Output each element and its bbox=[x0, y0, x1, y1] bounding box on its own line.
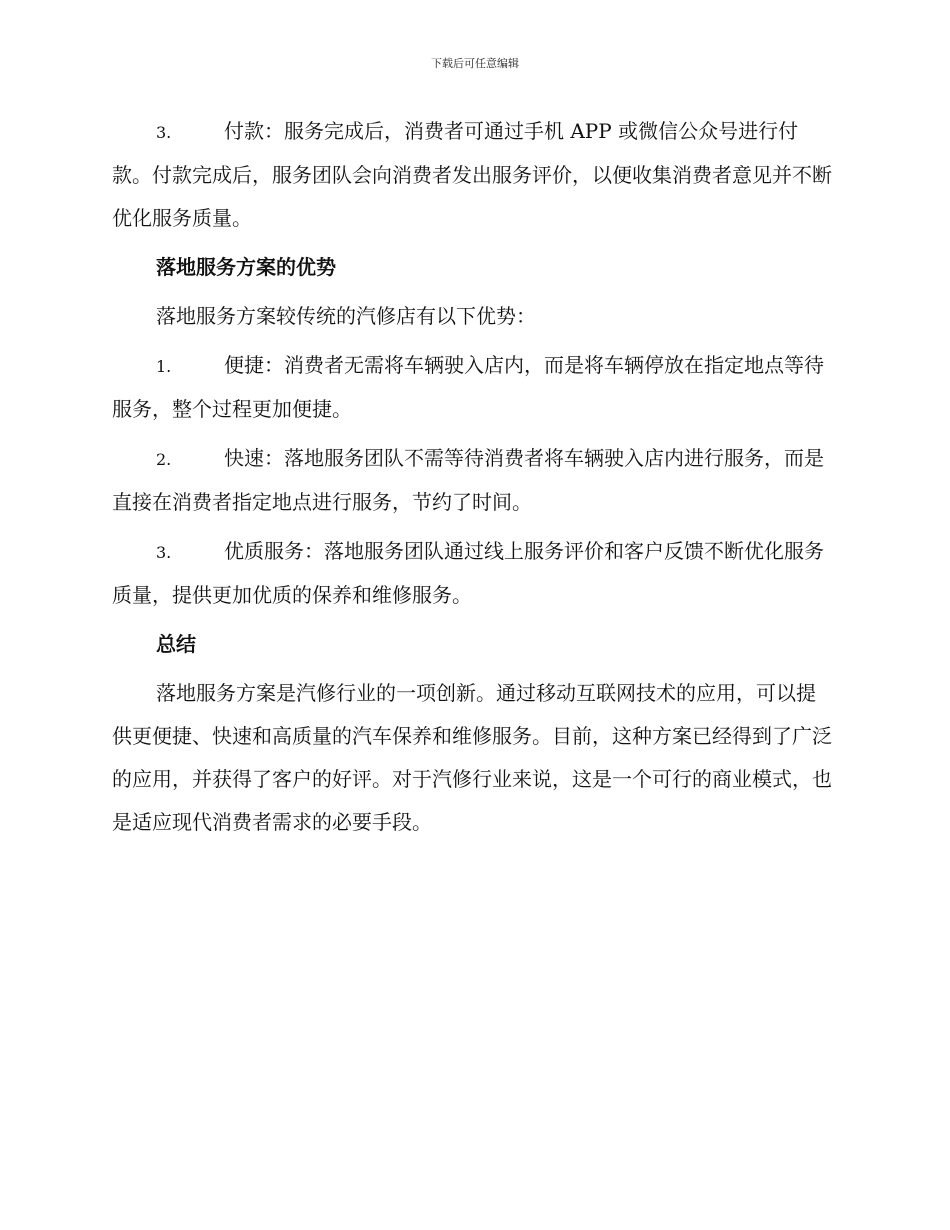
document-body bbox=[112, 110, 832, 850]
list-item-convenience bbox=[112, 344, 832, 431]
list-item-text: 付款：服务完成后，消费者可通过手机 APP 或微信公众号进行付款。付款完成后，服务团队会向消费者发出服务评价，以便收集消费者意见并不断优化服务质量。 bbox=[112, 119, 832, 230]
list-item-text: 优质服务：落地服务团队通过线上服务评价和客户反馈不断优化服务质量，提供更加优质的保养和维修服务。 bbox=[112, 539, 824, 607]
list-item-quality bbox=[112, 530, 832, 617]
page-header: 下载后可任意编辑 bbox=[431, 57, 519, 70]
section-heading-advantages: 落地服务方案的优势 bbox=[156, 255, 336, 279]
list-item-text: 便捷：消费者无需将车辆驶入店内，而是将车辆停放在指定地点等待服务，整个过程更加便捷。 bbox=[112, 353, 824, 421]
list-item-text: 快速：落地服务团队不需等待消费者将车辆驶入店内进行服务，而是直接在消费者指定地点进行服务，节约了时间。 bbox=[112, 446, 824, 514]
paragraph-summary: 落地服务方案是汽修行业的一项创新。通过移动互联网技术的应用，可以提供更便捷、快速和高质量的汽车保养和维修服务。目前，这种方案已经得到了广泛的应用，并获得了客户的好评。对于汽修行业来说，这是一个可行的商业模式，也是适应现代消费者需求的必要手段。 bbox=[112, 681, 832, 834]
section-heading-summary: 总结 bbox=[156, 632, 196, 656]
list-number: 2. bbox=[156, 450, 172, 469]
list-item-speed bbox=[112, 437, 832, 524]
paragraph-advantages-intro: 落地服务方案较传统的汽修店有以下优势： bbox=[156, 304, 536, 328]
list-item-payment bbox=[112, 110, 832, 240]
list-number: 1. bbox=[156, 357, 172, 376]
list-number: 3. bbox=[156, 123, 172, 142]
list-number: 3. bbox=[156, 543, 172, 562]
